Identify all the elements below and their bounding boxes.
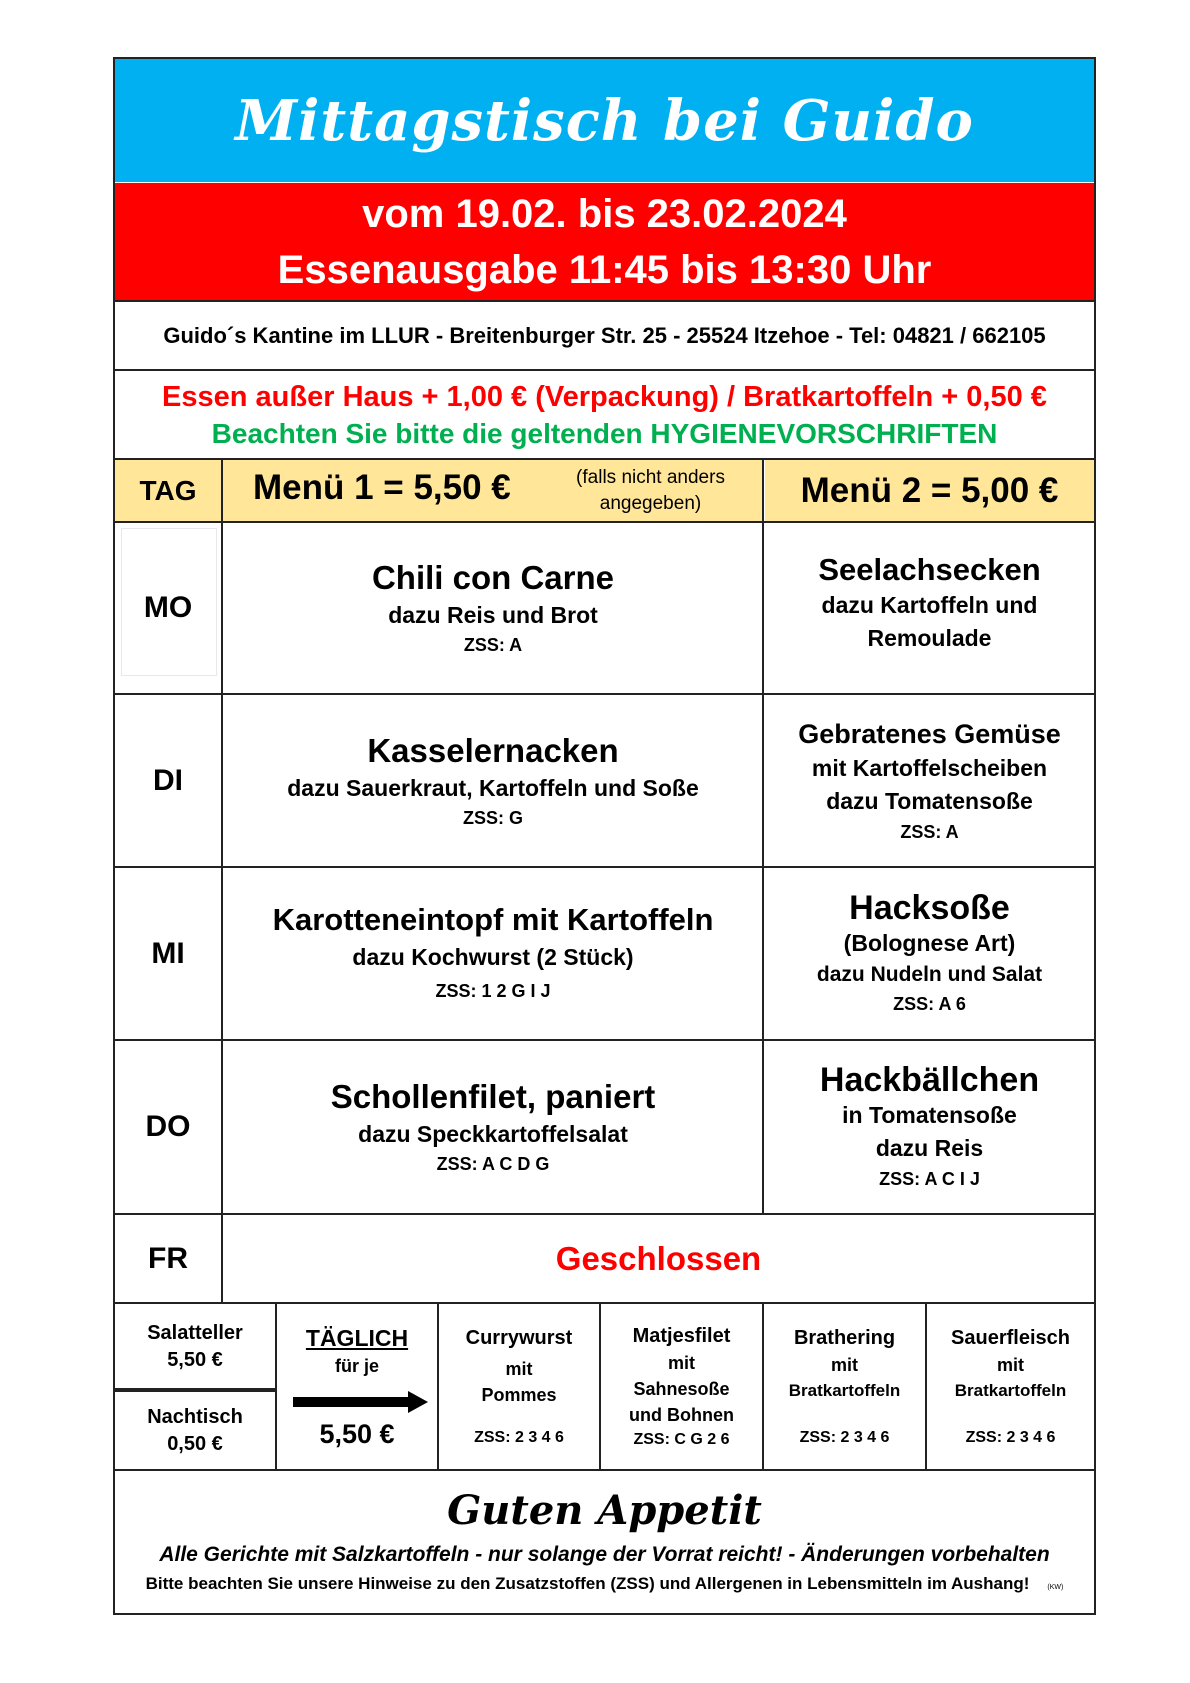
takeaway-notice: Essen außer Haus + 1,00 € (Verpackung) / Bratkartoffeln + 0,50 € [162, 380, 1047, 413]
extra-name: Brathering [793, 1326, 896, 1349]
daily-label: TÄGLICH [305, 1325, 409, 1351]
extra-name: Currywurst [465, 1326, 573, 1349]
dish-side: Remoulade [867, 625, 992, 651]
extra-side: mit [997, 1354, 1024, 1375]
header-menu2 [765, 460, 1094, 521]
dish-additives: ZSS: A [900, 821, 959, 842]
dish-name: Hacksoße [849, 889, 1010, 927]
day-mi [115, 868, 221, 1039]
extra-additives: ZSS: 2 3 4 6 [474, 1428, 564, 1446]
extra-side: und Bohnen [629, 1404, 734, 1425]
dish-side: dazu Kartoffeln und [821, 592, 1038, 618]
menu1-mo [223, 523, 763, 693]
menu1-note: (falls nicht anders angegeben) [576, 467, 725, 514]
extra-side: Pommes [481, 1384, 557, 1405]
menu1-di [223, 695, 763, 866]
dish-name: Schollenfilet, paniert [330, 1078, 656, 1115]
divider [113, 1302, 1096, 1304]
dish-additives: ZSS: A 6 [893, 994, 966, 1014]
day-do [115, 1041, 221, 1213]
menu1-price-label: Menü 1 = 5,50 € [253, 468, 511, 507]
dish-additives: ZSS: A [463, 635, 523, 655]
footer-note: Alle Gerichte mit Salzkartoffeln - nur solange der Vorrat reicht! - Änderungen vorbehalten [159, 1543, 1050, 1566]
arrow-right-icon [293, 1391, 428, 1413]
dish-side: dazu Nudeln und Salat [816, 963, 1043, 986]
allergen-note-text: Bitte beachten Sie unsere Hinweise zu den Zusatzstoffen (ZSS) und Allergenen in Lebensmitteln im Aushang! [145, 1574, 1030, 1593]
day-label: MO [143, 591, 193, 624]
dish-additives: ZSS: A C I J [879, 1169, 980, 1189]
serving-time: Essenausgabe 11:45 bis 13:30 Uhr [277, 247, 932, 292]
date-band [115, 183, 1094, 300]
extra-additives: ZSS: C G 2 6 [633, 1430, 730, 1448]
extra-side: mit [831, 1354, 858, 1375]
dish-name: Seelachsecken [818, 552, 1041, 587]
extra-additives: ZSS: 2 3 4 6 [965, 1428, 1056, 1446]
extra-side: Bratkartoffeln [788, 1380, 901, 1400]
salad-price: 5,50 € [167, 1348, 223, 1371]
dessert-label: Nachtisch [147, 1405, 243, 1428]
menu2-mo [765, 523, 1094, 683]
daily-price: 5,50 € [319, 1419, 395, 1449]
day-mo [115, 523, 221, 693]
dish-side: dazu Reis und Brot [388, 602, 598, 628]
dish-additives: ZSS: 1 2 G I J [435, 980, 551, 1001]
extra-item-matjesfilet [601, 1305, 762, 1469]
extra-side: Bratkartoffeln [954, 1380, 1067, 1400]
dish-side: dazu Reis [875, 1135, 984, 1161]
notice-row [115, 371, 1094, 458]
dish-additives: ZSS: A C D G [436, 1154, 550, 1174]
closed-cell [223, 1215, 1094, 1302]
dish-side: mit Kartoffelscheiben [811, 754, 1048, 781]
day-label: FR [148, 1241, 188, 1275]
menu2-price-label: Menü 2 = 5,00 € [800, 470, 1059, 510]
footer [115, 1471, 1094, 1613]
extra-item-brathering [764, 1305, 925, 1469]
date-range: vom 19.02. bis 23.02.2024 [362, 191, 847, 236]
day-label: DO [145, 1110, 191, 1143]
day-label: MI [151, 936, 185, 970]
dessert-cell [115, 1392, 275, 1469]
footer-allergen-note [146, 1571, 1064, 1601]
extra-side: Sahnesoße [633, 1378, 730, 1399]
dish-side: (Bolognese Art) [843, 930, 1016, 956]
title-band [115, 59, 1094, 182]
daily-sub: für je [334, 1356, 379, 1376]
kw-mark: (KW) [1047, 1584, 1064, 1591]
salad-cell [115, 1305, 275, 1388]
extra-name: Sauerfleisch [951, 1326, 1070, 1349]
dish-name: Karotteneintopf mit Kartoffeln [272, 901, 714, 937]
extra-item-sauerfleisch [927, 1305, 1094, 1469]
header-menu1 [223, 460, 763, 521]
dish-additives: ZSS: G [462, 807, 523, 828]
menu2-mi [765, 868, 1094, 1039]
closed-label: Geschlossen [555, 1239, 762, 1277]
day-di [115, 695, 221, 866]
day-label: DI [153, 763, 183, 797]
header-day [115, 460, 221, 521]
day-fr [115, 1215, 221, 1302]
menu2-di [765, 695, 1094, 866]
dish-side: dazu Sauerkraut, Kartoffeln und Soße [287, 774, 699, 801]
dish-side: in Tomatensoße [842, 1102, 1017, 1128]
dish-name: Chili con Carne [371, 559, 615, 596]
salad-label: Salatteller [147, 1321, 243, 1344]
menu2-do [765, 1041, 1094, 1213]
menu1-do [223, 1041, 763, 1213]
extra-name: Matjesfilet [632, 1324, 731, 1347]
dish-side: dazu Kochwurst (2 Stück) [352, 943, 634, 970]
menu1-mi [223, 868, 763, 1039]
extra-side: mit [668, 1352, 695, 1373]
dish-name: Gebratenes Gemüse [798, 718, 1061, 749]
dish-name: Kasselernacken [367, 731, 619, 769]
hygiene-notice: Beachten Sie bitte die geltenden HYGIENEVORSCHRIFTEN [211, 417, 998, 449]
extra-item-currywurst [439, 1305, 599, 1469]
daily-cell [277, 1305, 437, 1469]
extra-side: mit [505, 1358, 533, 1379]
dish-side: dazu Tomatensoße [826, 787, 1033, 814]
extra-additives: ZSS: 2 3 4 6 [799, 1428, 890, 1446]
page-title: Mittagstisch bei Guido [235, 87, 974, 154]
dish-side: dazu Speckkartoffelsalat [358, 1121, 628, 1147]
dessert-price: 0,50 € [167, 1432, 223, 1455]
address-row [115, 302, 1094, 369]
guten-appetit: Guten Appetit [447, 1487, 762, 1534]
dish-name: Hackbällchen [819, 1061, 1040, 1099]
header-day-label: TAG [139, 474, 197, 506]
address-text: Guido´s Kantine im LLUR - Breitenburger Str. 25 - 25524 Itzehoe - Tel: 04821 / 662105 [163, 322, 1046, 348]
